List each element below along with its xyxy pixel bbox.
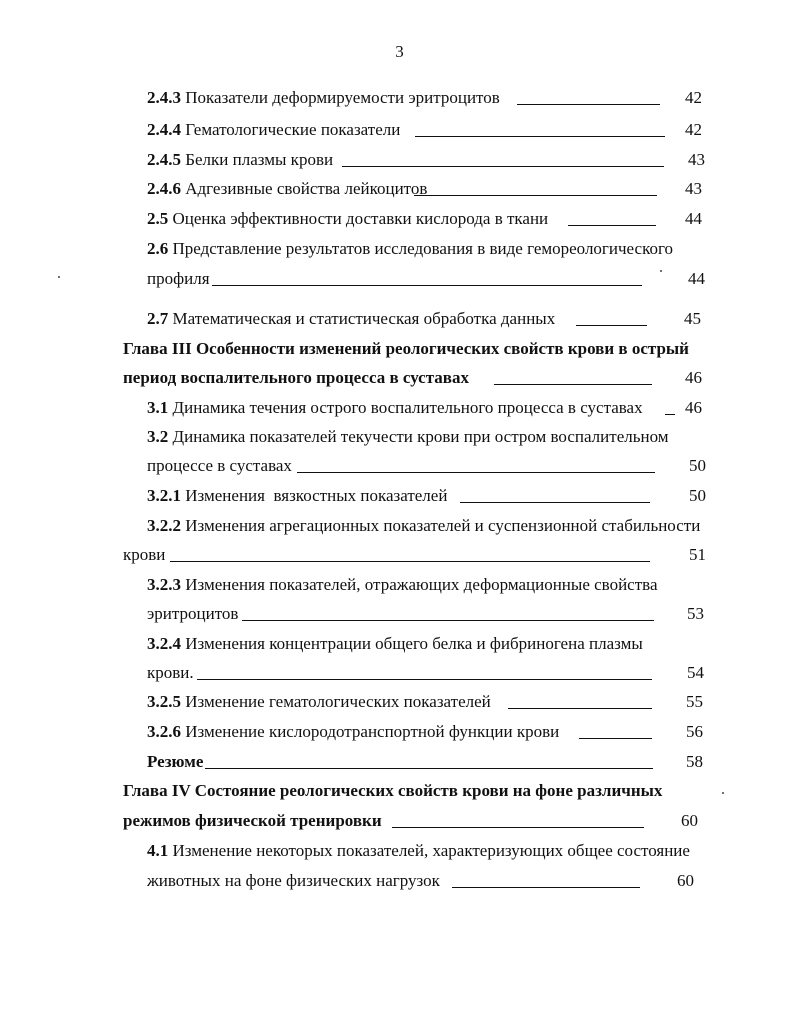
toc-entry-page: 46 bbox=[685, 398, 702, 417]
leader-line bbox=[414, 195, 657, 196]
toc-summary-heading: Резюме bbox=[147, 752, 204, 771]
toc-entry-title: Изменение гематологических показателей bbox=[185, 692, 491, 711]
leader-line bbox=[494, 384, 652, 385]
toc-entry bbox=[147, 574, 658, 596]
toc-entry-number: 3.2 bbox=[147, 427, 169, 446]
toc-entry bbox=[147, 308, 555, 330]
toc-chapter-heading: Глава IV Состояние реологических свойств крови на фоне различных bbox=[123, 781, 663, 800]
toc-entry bbox=[147, 238, 673, 260]
leader-line bbox=[197, 679, 652, 680]
toc-entry-title: Изменения концентрации общего белка и фибриногена плазмы bbox=[185, 634, 643, 653]
toc-entry-number: 2.6 bbox=[147, 239, 169, 258]
toc-entry-title: Адгезивные свойства лейкоцитов bbox=[185, 179, 428, 198]
toc-entry bbox=[147, 208, 548, 230]
toc-entry-page: 55 bbox=[686, 692, 703, 711]
toc-entry-page: 45 bbox=[684, 309, 701, 328]
leader-line bbox=[452, 887, 640, 888]
toc-entry-number: 3.1 bbox=[147, 398, 169, 417]
toc-entry bbox=[147, 721, 559, 743]
toc-entry-title: Оценка эффективности доставки кислорода в ткани bbox=[172, 209, 549, 228]
toc-entry-number: 2.5 bbox=[147, 209, 169, 228]
leader-line bbox=[392, 827, 644, 828]
toc-entry-continuation: процессе в суставах bbox=[147, 456, 292, 475]
toc-entry bbox=[147, 397, 643, 419]
toc-entry-page: 60 bbox=[677, 871, 694, 890]
leader-line bbox=[342, 166, 664, 167]
leader-line bbox=[205, 768, 653, 769]
toc-entry-continuation: животных на фоне физических нагрузок bbox=[147, 871, 440, 890]
toc-entry-page: 43 bbox=[685, 179, 702, 198]
toc-entry bbox=[147, 691, 491, 713]
toc-entry-page: 60 bbox=[681, 811, 698, 830]
toc-entry-continuation: крови bbox=[123, 545, 166, 564]
page-number: 3 bbox=[395, 42, 404, 61]
toc-entry bbox=[147, 633, 643, 655]
leader-line bbox=[212, 285, 642, 286]
toc-entry-title: Динамика течения острого воспалительного процесса в суставах bbox=[172, 398, 643, 417]
leader-line bbox=[242, 620, 654, 621]
leader-line bbox=[508, 708, 652, 709]
toc-entry-title: Изменение некоторых показателей, характеризующих общее состояние bbox=[172, 841, 690, 860]
toc-entry-page: 46 bbox=[685, 368, 702, 387]
toc-entry bbox=[147, 119, 400, 141]
toc-entry bbox=[147, 178, 427, 200]
toc-entry-title: Динамика показателей текучести крови при остром воспалительном bbox=[172, 427, 669, 446]
toc-chapter-continuation: режимов физической тренировки bbox=[123, 811, 382, 830]
scan-speck bbox=[722, 792, 724, 794]
toc-chapter-heading: Глава III Особенности изменений реологических свойств крови в острый bbox=[123, 339, 689, 358]
toc-entry-continuation: крови. bbox=[147, 663, 194, 682]
toc-entry-title: Изменения вязкостных показателей bbox=[185, 486, 448, 505]
leader-line bbox=[297, 472, 655, 473]
toc-entry-number: 2.4.3 bbox=[147, 88, 181, 107]
leader-line bbox=[415, 136, 665, 137]
leader-line bbox=[568, 225, 656, 226]
toc-entry-number: 3.2.1 bbox=[147, 486, 181, 505]
leader-line bbox=[576, 325, 647, 326]
toc-entry-title: Показатели деформируемости эритроцитов bbox=[185, 88, 500, 107]
toc-entry-title: Математическая и статистическая обработка данных bbox=[172, 309, 556, 328]
toc-entry bbox=[147, 426, 669, 448]
toc-entry-title: Изменение кислородотранспортной функции крови bbox=[185, 722, 560, 741]
toc-entry-number: 2.4.5 bbox=[147, 150, 181, 169]
toc-entry-title: Изменения показателей, отражающих деформационные свойства bbox=[185, 575, 658, 594]
toc-entry-number: 2.4.4 bbox=[147, 120, 181, 139]
toc-entry-page: 53 bbox=[687, 604, 704, 623]
toc-entry-page: 54 bbox=[687, 663, 704, 682]
toc-entry-continuation: эритроцитов bbox=[147, 604, 239, 623]
toc-entry-number: 3.2.5 bbox=[147, 692, 181, 711]
leader-line bbox=[460, 502, 650, 503]
scan-speck bbox=[660, 270, 662, 272]
scan-speck bbox=[58, 276, 60, 278]
leader-line bbox=[170, 561, 650, 562]
toc-entry-continuation: профиля bbox=[147, 269, 210, 288]
toc-entry bbox=[147, 87, 500, 109]
toc-entry-title: Белки плазмы крови bbox=[185, 150, 334, 169]
toc-entry bbox=[147, 515, 700, 537]
toc-entry-page: 44 bbox=[688, 269, 705, 288]
toc-entry-title: Представление результатов исследования в виде гемореологического bbox=[172, 239, 674, 258]
toc-entry-number: 3.2.3 bbox=[147, 575, 181, 594]
toc-entry-page: 58 bbox=[686, 752, 703, 771]
toc-entry-page: 56 bbox=[686, 722, 703, 741]
toc-entry-number: 3.2.2 bbox=[147, 516, 181, 535]
leader-line bbox=[517, 104, 660, 105]
toc-entry-title: Изменения агрегационных показателей и суспензионной стабильности bbox=[185, 516, 701, 535]
toc-entry-page: 42 bbox=[685, 120, 702, 139]
toc-entry bbox=[147, 149, 333, 171]
toc-entry bbox=[147, 840, 690, 862]
toc-entry-title: Гематологические показатели bbox=[185, 120, 401, 139]
toc-entry-number: 3.2.4 bbox=[147, 634, 181, 653]
toc-entry-number: 2.7 bbox=[147, 309, 169, 328]
toc-entry-page: 50 bbox=[689, 456, 706, 475]
toc-chapter-continuation: период воспалительного процесса в суставах bbox=[123, 368, 469, 387]
leader-line bbox=[579, 738, 652, 739]
toc-entry-number: 3.2.6 bbox=[147, 722, 181, 741]
toc-entry-page: 44 bbox=[685, 209, 702, 228]
toc-entry-number: 2.4.6 bbox=[147, 179, 181, 198]
toc-entry-page: 51 bbox=[689, 545, 706, 564]
toc-entry-number: 4.1 bbox=[147, 841, 169, 860]
toc-entry-page: 42 bbox=[685, 88, 702, 107]
toc-entry-page: 43 bbox=[688, 150, 705, 169]
toc-entry-page: 50 bbox=[689, 486, 706, 505]
toc-entry bbox=[147, 485, 447, 507]
